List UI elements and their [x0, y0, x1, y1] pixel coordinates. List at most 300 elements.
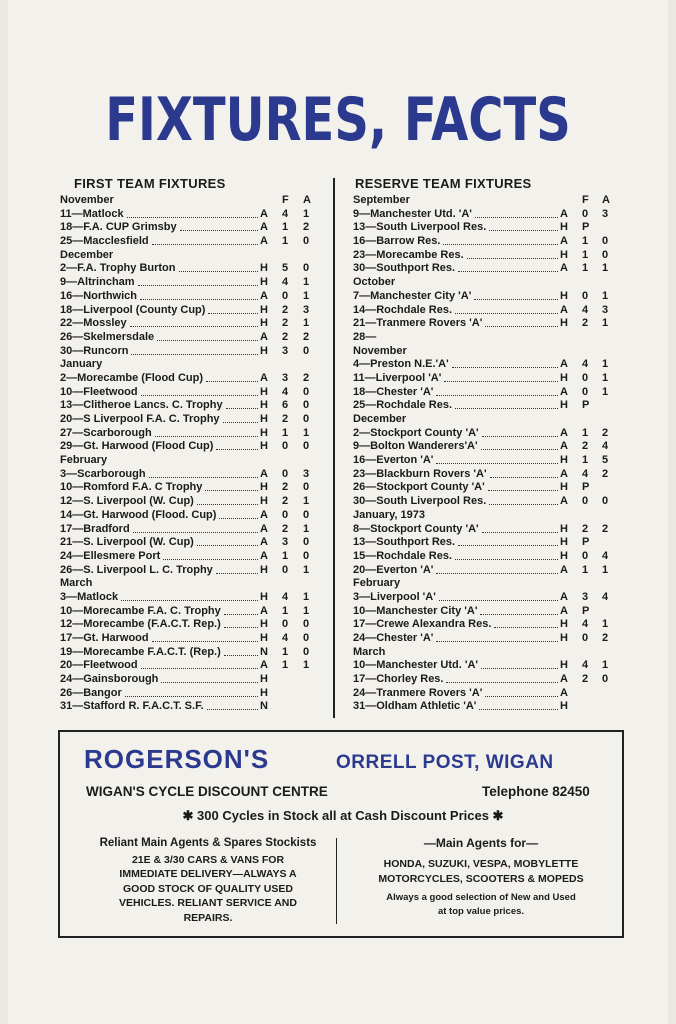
month-heading: [353, 331, 619, 345]
fixture-venue: A: [260, 522, 268, 535]
fixture-goals-against: 3: [602, 303, 609, 316]
reserve-team-fixtures: [353, 176, 619, 714]
fixture-goals-against: 0: [303, 536, 310, 549]
month-label: February: [353, 577, 401, 590]
fixture-goals-for: 1: [282, 659, 289, 672]
fixture-goals-against: 0: [602, 673, 609, 686]
fixture-goals-against: 1: [303, 317, 310, 330]
leader-dots: [149, 468, 258, 478]
fixture-venue: A: [260, 508, 268, 521]
fixture-venue: H: [260, 344, 268, 357]
leader-dots: [121, 591, 258, 601]
fixture-opponent: 10—Manchester Utd. 'A': [353, 659, 479, 672]
fixture-opponent: 20—Everton 'A': [353, 563, 434, 576]
fixture-goals-for: 4: [582, 303, 589, 316]
fixture-row: [60, 290, 322, 304]
fixture-opponent: 16—Barrow Res.: [353, 235, 441, 248]
fixture-row: [60, 700, 322, 714]
month-label: December: [60, 248, 114, 261]
fixture-goals-for: 1: [582, 563, 589, 576]
fixture-venue: A: [560, 590, 568, 603]
fixture-venue: A: [560, 385, 568, 398]
fixture-venue: A: [260, 371, 268, 384]
leader-dots: [467, 249, 558, 259]
fixture-venue: H: [260, 317, 268, 330]
fixture-goals-for: 2: [282, 522, 289, 535]
fixture-goals-against: 1: [602, 618, 609, 631]
fixture-row: [60, 372, 322, 386]
leader-dots: [224, 605, 258, 615]
fixture-goals-against: 5: [602, 454, 609, 467]
fixture-opponent: 24—Gainsborough: [60, 673, 159, 686]
fixture-opponent: 18—Liverpool (County Cup): [60, 303, 206, 316]
leader-dots: [226, 399, 258, 409]
fixture-goals-against: 2: [303, 221, 310, 234]
leader-dots: [179, 262, 258, 272]
advert-agents-line: MOTORCYCLES, SCOOTERS & MOPEDS: [378, 873, 584, 885]
fixture-goals-for: 1: [282, 604, 289, 617]
fixture-row: [60, 468, 322, 482]
fixture-goals-against: 3: [303, 467, 310, 480]
fixture-venue: H: [260, 590, 268, 603]
fixture-goals-against: 4: [602, 549, 609, 562]
fixture-venue: A: [560, 235, 568, 248]
fixture-row: [353, 386, 619, 400]
fixture-opponent: 13—Southport Res.: [353, 536, 456, 549]
fixture-opponent: 24—Ellesmere Port: [60, 549, 161, 562]
fixture-goals-against: 1: [602, 289, 609, 302]
fixture-row: [60, 386, 322, 400]
fixture-row: [353, 550, 619, 564]
fixture-row: [60, 221, 322, 235]
fixture-goals-for: 4: [582, 618, 589, 631]
advert-note-line: Always a good selection of New and Used: [386, 892, 576, 903]
leader-dots: [219, 509, 258, 519]
fixture-row: [353, 481, 619, 495]
fixture-opponent: 31—Stafford R. F.A.C.T. S.F.: [60, 700, 204, 713]
fixture-goals-against: 1: [303, 604, 310, 617]
fixture-opponent: 11—Matlock: [60, 207, 124, 220]
fixture-venue: H: [560, 536, 568, 549]
fixture-row: [353, 262, 619, 276]
leader-dots: [127, 208, 258, 218]
fixture-goals-for: 2: [282, 330, 289, 343]
fixture-goals-against: 1: [303, 495, 310, 508]
fixture-goals-against: 0: [602, 495, 609, 508]
fixture-row: [353, 208, 619, 222]
fixture-venue: H: [560, 659, 568, 672]
fixture-goals-for: 6: [282, 399, 289, 412]
month-heading: [353, 646, 619, 660]
fixture-venue: H: [260, 686, 268, 699]
fixture-opponent: 8—Stockport County 'A': [353, 522, 479, 535]
month-label: December: [353, 413, 407, 425]
fixture-opponent: 9—Bolton Wanderers'A': [353, 440, 478, 453]
month-heading: [353, 509, 619, 523]
fixture-venue: H: [260, 618, 268, 631]
fixture-venue: A: [260, 659, 268, 672]
fixture-row: [353, 523, 619, 537]
fixture-opponent: 17—Chorley Res.: [353, 673, 444, 686]
fixture-goals-for: 3: [582, 590, 589, 603]
advert-divider: [336, 838, 337, 924]
fixture-opponent: 19—Morecambe F.A.C.T. (Rep.): [60, 645, 221, 658]
fixture-venue: A: [560, 495, 568, 508]
fixture-row: [353, 605, 619, 619]
month-heading: [60, 249, 322, 263]
fixture-row: [60, 687, 322, 701]
fixture-venue: A: [560, 467, 568, 480]
fixture-venue: H: [260, 385, 268, 398]
fixture-opponent: 14—Rochdale Res.: [353, 303, 453, 316]
leader-dots: [436, 386, 558, 396]
fixture-goals-for: 0: [282, 289, 289, 302]
month-label: March: [353, 645, 386, 658]
fixture-goals-for: 1: [582, 262, 589, 275]
fixture-goals-for: 0: [582, 549, 589, 562]
fixture-opponent: 2—Stockport County 'A': [353, 426, 479, 439]
fixture-venue: A: [260, 235, 268, 248]
fixture-opponent: 24—Chester 'A': [353, 632, 434, 644]
fixture-goals-for: 0: [582, 632, 589, 644]
fixture-goals-against: 0: [602, 235, 609, 248]
fixture-opponent: 17—Gt. Harwood: [60, 632, 149, 644]
fixture-opponent: 7—Manchester City 'A': [353, 289, 472, 302]
fixture-opponent: 30—South Liverpool Res.: [353, 495, 487, 508]
advert-reliant-line: 21E & 3/30 CARS & VANS FOR: [131, 853, 285, 866]
leader-dots: [125, 687, 258, 697]
fixture-goals-for: 1: [582, 235, 589, 248]
fixture-opponent: 18—Chester 'A': [353, 385, 434, 398]
fixture-row: [353, 304, 619, 318]
fixture-goals-against: 1: [602, 563, 609, 576]
fixture-goals-against: 1: [602, 371, 609, 384]
advert-reliant-block: [74, 836, 342, 925]
fixture-goals-against: 0: [303, 399, 310, 412]
fixture-goals-for: 2: [282, 481, 289, 494]
month-heading: [60, 194, 322, 208]
advert-location: ORRELL POST, WIGAN: [336, 752, 554, 773]
fixture-goals-against: 2: [602, 522, 609, 535]
fixture-goals-for: 3: [282, 371, 289, 384]
leader-dots: [485, 687, 558, 697]
fixture-opponent: 2—Morecambe (Flood Cup): [60, 371, 204, 384]
reserve-team-f-label: F: [582, 194, 589, 206]
fixture-opponent: 24—Tranmere Rovers 'A': [353, 686, 483, 699]
leader-dots: [455, 304, 558, 314]
fixture-goals-against: 2: [602, 467, 609, 480]
fixture-row: [60, 618, 322, 632]
advert-telephone: Telephone 82450: [482, 784, 590, 799]
fixture-venue: H: [560, 317, 568, 330]
fixture-row: [60, 304, 322, 318]
fixture-row: [60, 317, 322, 331]
fixture-goals-for: 0: [582, 289, 589, 302]
fixture-goals-for: 0: [582, 207, 589, 220]
fixture-opponent: 10—Fleetwood: [60, 385, 138, 398]
fixture-goals-for: P: [582, 536, 590, 549]
fixture-venue: H: [560, 700, 568, 713]
leader-dots: [205, 481, 258, 491]
leader-dots: [494, 618, 558, 628]
leader-dots: [475, 208, 558, 218]
leader-dots: [141, 386, 258, 396]
fixture-goals-against: 1: [303, 276, 310, 289]
fixture-venue: H: [560, 289, 568, 302]
fixture-row: [353, 591, 619, 605]
fixture-opponent: 16—Everton 'A': [353, 454, 434, 467]
fixture-goals-against: 1: [602, 358, 609, 371]
fixture-row: [60, 536, 322, 550]
fixture-venue: H: [560, 618, 568, 631]
month-label: 28—: [353, 330, 377, 343]
fixture-opponent: 15—Rochdale Res.: [353, 549, 453, 562]
fixture-venue: A: [560, 426, 568, 439]
fixture-goals-against: 0: [303, 481, 310, 494]
fixture-venue: A: [560, 440, 568, 453]
fixture-opponent: 3—Matlock: [60, 590, 119, 603]
fixture-goals-for: 4: [282, 385, 289, 398]
fixture-opponent: 27—Scarborough: [60, 426, 152, 439]
fixture-goals-for: 1: [582, 248, 589, 261]
fixture-venue: H: [260, 303, 268, 316]
fixture-venue: H: [560, 248, 568, 261]
month-heading: [60, 358, 322, 372]
leader-dots: [482, 427, 558, 437]
fixture-row: [60, 345, 322, 359]
leader-dots: [452, 358, 558, 368]
fixture-opponent: 4—Preston N.E.'A': [353, 358, 449, 371]
fixture-goals-for: P: [582, 604, 590, 617]
fixture-row: [353, 618, 619, 632]
fixture-venue: A: [260, 536, 268, 549]
fixture-row: [353, 290, 619, 304]
fixture-row: [60, 495, 322, 509]
month-heading: [60, 454, 322, 468]
leader-dots: [216, 564, 258, 574]
fixture-venue: A: [260, 467, 268, 480]
month-heading: [60, 577, 322, 591]
month-heading: [353, 345, 619, 359]
fixture-opponent: 10—Morecambe F.A. C. Trophy: [60, 604, 221, 617]
month-heading: [353, 577, 619, 591]
fixture-row: [353, 358, 619, 372]
fixture-venue: A: [260, 604, 268, 617]
fixture-venue: A: [260, 289, 268, 302]
reserve-team-heading: RESERVE TEAM FIXTURES: [355, 176, 532, 191]
fixture-venue: H: [260, 399, 268, 412]
leader-dots: [458, 536, 558, 546]
leader-dots: [436, 632, 558, 642]
fixture-goals-against: 1: [303, 522, 310, 535]
leader-dots: [479, 700, 558, 710]
fixture-venue: N: [260, 645, 268, 658]
fixture-row: [353, 659, 619, 673]
fixture-goals-against: 4: [602, 590, 609, 603]
fixture-opponent: 31—Oldham Athletic 'A': [353, 700, 477, 713]
fixture-row: [60, 564, 322, 578]
fixture-venue: H: [260, 426, 268, 439]
fixture-opponent: 17—Crewe Alexandra Res.: [353, 618, 492, 631]
leader-dots: [180, 221, 258, 231]
advert-agents-line: HONDA, SUZUKI, VESPA, MOBYLETTE: [383, 858, 579, 870]
month-heading: [353, 413, 619, 427]
fixture-row: [60, 673, 322, 687]
month-label: October: [353, 276, 396, 289]
fixture-row: [353, 317, 619, 331]
fixture-venue: A: [560, 303, 568, 316]
fixture-goals-for: 2: [282, 413, 289, 425]
advert-reliant-line: VEHICLES. RELIANT SERVICE AND: [119, 897, 297, 909]
fixture-opponent: 17—Bradford: [60, 522, 130, 535]
fixture-goals-against: 3: [602, 207, 609, 220]
fixture-row: [353, 399, 619, 413]
fixture-goals-against: 2: [602, 426, 609, 439]
fixture-opponent: 21—S. Liverpool (W. Cup): [60, 536, 194, 549]
fixture-venue: A: [560, 207, 568, 220]
fixture-opponent: 30—Southport Res.: [353, 262, 456, 275]
advert-reliant-line: GOOD STOCK OF QUALITY USED: [123, 882, 293, 895]
fixture-venue: A: [560, 604, 568, 617]
first-team-fixtures: [60, 176, 322, 714]
fixture-row: [353, 673, 619, 687]
fixture-opponent: 14—Gt. Harwood (Flood. Cup): [60, 508, 217, 521]
fixture-goals-for: 1: [282, 549, 289, 562]
fixture-goals-against: 0: [303, 508, 310, 521]
fixture-goals-for: P: [582, 481, 590, 494]
fixture-row: [60, 605, 322, 619]
leader-dots: [474, 290, 558, 300]
fixture-goals-for: 0: [582, 495, 589, 508]
leader-dots: [197, 495, 258, 505]
fixture-venue: H: [260, 495, 268, 508]
fixture-goals-for: 0: [582, 371, 589, 384]
fixture-opponent: 23—Blackburn Rovers 'A': [353, 467, 487, 480]
fixture-row: [60, 413, 322, 427]
fixture-goals-for: 1: [282, 235, 289, 248]
fixture-venue: H: [560, 522, 568, 535]
advert-reliant-line: IMMEDIATE DELIVERY—ALWAYS A: [119, 868, 297, 880]
leader-dots: [140, 290, 258, 300]
fixture-goals-for: 4: [582, 358, 589, 371]
fixture-opponent: 22—Mossley: [60, 317, 127, 330]
fixture-row: [60, 331, 322, 345]
fixture-goals-for: 2: [582, 317, 589, 330]
fixture-row: [353, 235, 619, 249]
fixture-venue: A: [560, 686, 568, 699]
fixture-row: [60, 646, 322, 660]
advert-cycles-line: ✱ 300 Cycles in Stock all at Cash Discount Prices ✱: [182, 808, 504, 823]
fixture-goals-for: 1: [282, 645, 289, 658]
fixture-goals-against: 2: [602, 632, 609, 644]
fixture-goals-for: 4: [282, 207, 289, 220]
fixture-venue: H: [560, 399, 568, 412]
leader-dots: [455, 550, 558, 560]
fixture-row: [60, 208, 322, 222]
fixture-goals-for: 4: [582, 659, 589, 672]
fixture-row: [353, 700, 619, 714]
leader-dots: [155, 427, 258, 437]
fixture-venue: H: [560, 481, 568, 494]
fixture-goals-against: 0: [303, 262, 310, 275]
fixture-opponent: 26—S. Liverpool L. C. Trophy: [60, 563, 213, 576]
fixture-row: [353, 440, 619, 454]
fixture-row: [60, 276, 322, 290]
fixture-row: [60, 659, 322, 673]
fixture-venue: A: [560, 358, 568, 371]
fixture-row: [353, 564, 619, 578]
fixture-venue: A: [260, 330, 268, 343]
fixture-venue: H: [260, 276, 268, 289]
leader-dots: [439, 591, 558, 601]
leader-dots: [458, 262, 558, 272]
fixture-goals-for: 4: [282, 276, 289, 289]
fixture-row: [60, 591, 322, 605]
fixture-row: [353, 221, 619, 235]
fixture-goals-against: 1: [303, 426, 310, 439]
leader-dots: [133, 523, 258, 533]
reserve-team-list: [353, 194, 619, 714]
fixture-row: [353, 468, 619, 482]
fixture-goals-for: 1: [582, 426, 589, 439]
fixture-opponent: 11—Liverpool 'A': [353, 371, 442, 384]
fixture-goals-against: 1: [303, 289, 310, 302]
fixture-opponent: 9—Altrincham: [60, 276, 135, 289]
advert-agents-block: [350, 836, 612, 919]
fixture-opponent: 25—Rochdale Res.: [353, 399, 453, 412]
leader-dots: [485, 317, 558, 327]
fixture-goals-against: 2: [303, 371, 310, 384]
month-label: November: [353, 344, 407, 357]
rogersons-advert: [58, 730, 624, 938]
fixture-goals-against: 1: [602, 262, 609, 275]
fixture-venue: H: [260, 440, 268, 453]
fixture-goals-against: 4: [602, 440, 609, 453]
leader-dots: [446, 673, 558, 683]
month-label: March: [60, 577, 93, 590]
fixture-opponent: 30—Runcorn: [60, 344, 129, 357]
advert-reliant-line: REPAIRS.: [183, 911, 233, 924]
advert-centre: WIGAN'S CYCLE DISCOUNT CENTRE: [86, 784, 328, 799]
fixture-opponent: 13—Clitheroe Lancs. C. Trophy: [60, 399, 223, 412]
leader-dots: [444, 372, 558, 382]
fixture-goals-against: 1: [602, 317, 609, 330]
fixture-goals-for: 2: [582, 673, 589, 686]
fixture-venue: H: [260, 632, 268, 644]
first-team-f-label: F: [282, 194, 289, 206]
fixture-venue: H: [260, 563, 268, 576]
fixture-goals-against: 0: [303, 618, 310, 631]
fixture-goals-against: 0: [602, 248, 609, 261]
fixture-opponent: 20—S Liverpool F.A. C. Trophy: [60, 413, 220, 425]
leader-dots: [208, 304, 258, 314]
fixture-goals-for: 2: [282, 495, 289, 508]
leader-dots: [157, 331, 258, 341]
leader-dots: [161, 673, 258, 683]
fixture-row: [353, 454, 619, 468]
fixture-venue: A: [560, 563, 568, 576]
leader-dots: [489, 495, 558, 505]
fixture-opponent: 16—Northwich: [60, 289, 138, 302]
fixture-opponent: 20—Fleetwood: [60, 659, 138, 672]
fixture-opponent: 18—F.A. CUP Grimsby: [60, 221, 177, 234]
leader-dots: [131, 345, 258, 355]
fixture-row: [353, 632, 619, 646]
leader-dots: [489, 221, 558, 231]
leader-dots: [197, 536, 258, 546]
leader-dots: [482, 523, 558, 533]
leader-dots: [455, 399, 558, 409]
